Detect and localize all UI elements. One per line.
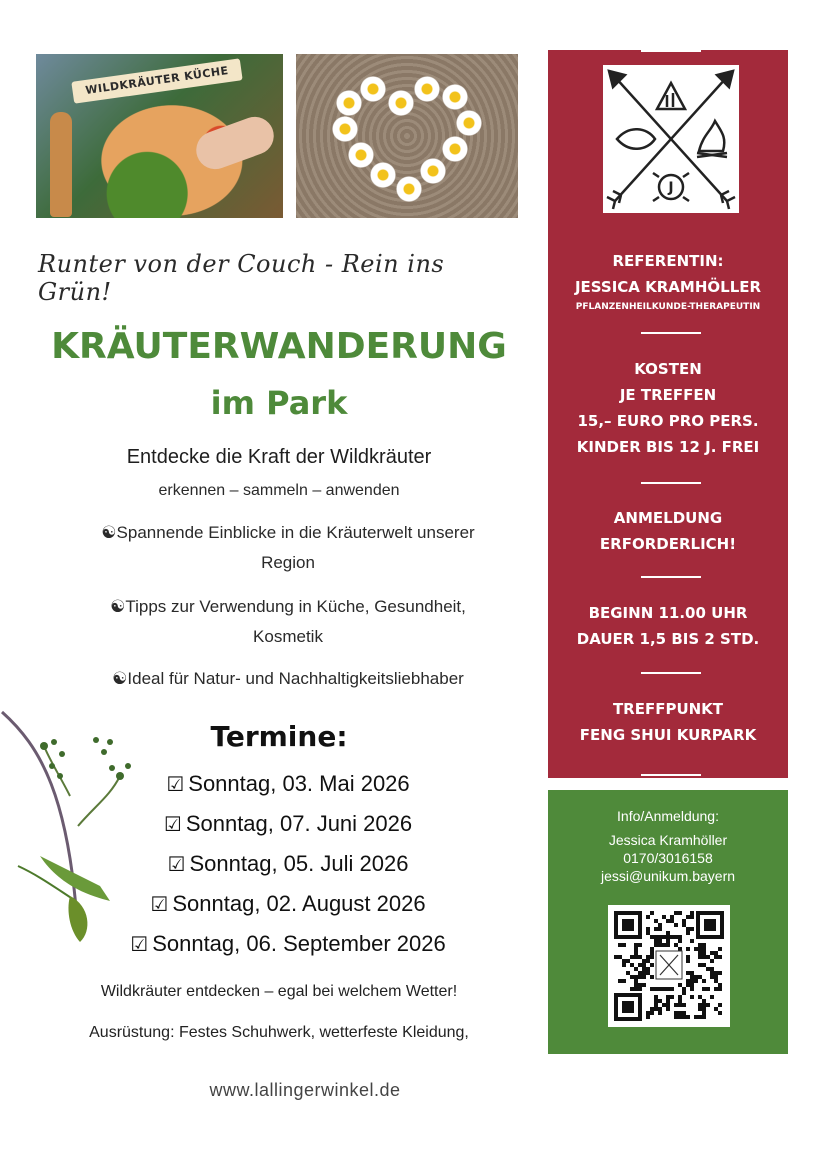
checkbox-icon: ☑: [166, 772, 185, 796]
divider: [641, 50, 701, 52]
checkbox-icon: ☑: [163, 812, 182, 836]
termine-heading: Termine:: [210, 720, 348, 753]
contact-info: [548, 807, 788, 885]
svg-text:J: J: [668, 180, 674, 196]
divider: [641, 774, 701, 776]
daisy-flower: [396, 176, 422, 202]
daisy-heart-photo: [296, 54, 518, 218]
daisy-flower: [348, 142, 374, 168]
daisy-flower: [456, 110, 482, 136]
logo: [603, 65, 739, 213]
yin-yang-icon: ☯: [110, 597, 126, 617]
date-item: ☑ Sonntag, 02. August 2026: [150, 891, 426, 916]
date-item: ☑ Sonntag, 03. Mai 2026: [166, 771, 410, 796]
daisy-flower: [332, 116, 358, 142]
date-item: ☑ Sonntag, 07. Juni 2026: [163, 811, 413, 836]
qr-code-icon: [608, 905, 730, 1027]
date-item: ☑ Sonntag, 06. September 2026: [130, 931, 446, 956]
time-block: BEGINN 11.00 UHR DAUER 1,5 BIS 2 STD.: [576, 604, 760, 648]
slogan: Runter von der Couch - Rein ins Grün!: [38, 250, 445, 306]
daisy-flower: [360, 76, 386, 102]
weather-note: Wildkräuter entdecken – egal bei welchem Wetter!: [100, 983, 458, 1000]
checkbox-icon: ☑: [150, 892, 169, 916]
qr-code[interactable]: [608, 905, 730, 1027]
crossed-arrows-logo-icon: [603, 65, 739, 213]
checkbox-icon: ☑: [130, 932, 149, 956]
yin-yang-icon: ☯: [101, 523, 117, 543]
cost-block: KOSTEN JE TREFFEN 15,– EURO PRO PERS. KINDER BIS 12 J. FREI: [576, 360, 760, 456]
daisy-flower: [388, 90, 414, 116]
date-item: ☑ Sonntag, 05. Juli 2026: [167, 851, 409, 876]
daisy-flower: [336, 90, 362, 116]
page-title: KRÄUTERWANDERUNG: [51, 326, 507, 367]
checkbox-icon: ☑: [167, 852, 186, 876]
page-subtitle: im Park: [210, 384, 348, 422]
daisy-flower: [442, 84, 468, 110]
divider: [641, 672, 701, 674]
daisy-flower: [370, 162, 396, 188]
daisy-flower: [420, 158, 446, 184]
bullet-item: ☯Spannende Einblicke in die Kräuterwelt unserer Region: [101, 523, 475, 572]
bullet-item: ☯Tipps zur Verwendung in Küche, Gesundheit, Kosmetik: [110, 597, 466, 646]
event-info-panel: [548, 50, 788, 778]
referent-block: REFERENTIN: JESSICA KRAMHÖLLER PFLANZENHEILKUNDE-THERAPEUTIN: [574, 252, 762, 312]
wildkraeuter-kueche-photo: [36, 54, 283, 218]
contact-panel: [548, 790, 788, 1054]
daisy-flower: [414, 76, 440, 102]
contact-phone[interactable]: 0170/3016158: [623, 850, 713, 866]
activities-line: erkennen – sammeln – anwenden: [158, 482, 400, 499]
website-link[interactable]: www.lallingerwinkel.de: [209, 1080, 401, 1100]
contact-email[interactable]: jessi@unikum.bayern: [600, 868, 736, 884]
registration-block: ANMELDUNG ERFORDERLICH!: [599, 509, 737, 553]
contact-name: Jessica Kramhöller: [608, 832, 728, 848]
divider: [641, 576, 701, 578]
divider: [641, 332, 701, 334]
contact-label: Info/Anmeldung:: [617, 808, 719, 824]
equipment-note: Ausrüstung: Festes Schuhwerk, wetterfeste Kleidung,: [89, 1024, 469, 1041]
hand-shape: [191, 111, 279, 174]
yin-yang-icon: ☯: [112, 669, 128, 689]
tagline: Entdecke die Kraft der Wildkräuter: [126, 446, 432, 468]
bullet-item: ☯Ideal für Natur- und Nachhaltigkeitsliebhaber: [112, 669, 464, 689]
meeting-point-block: TREFFPUNKT FENG SHUI KURPARK: [579, 700, 757, 744]
divider: [641, 482, 701, 484]
kitchen-banner: WILDKRÄUTER KÜCHE: [71, 58, 242, 103]
wooden-spoon-shape: [50, 112, 72, 217]
daisy-flower: [442, 136, 468, 162]
